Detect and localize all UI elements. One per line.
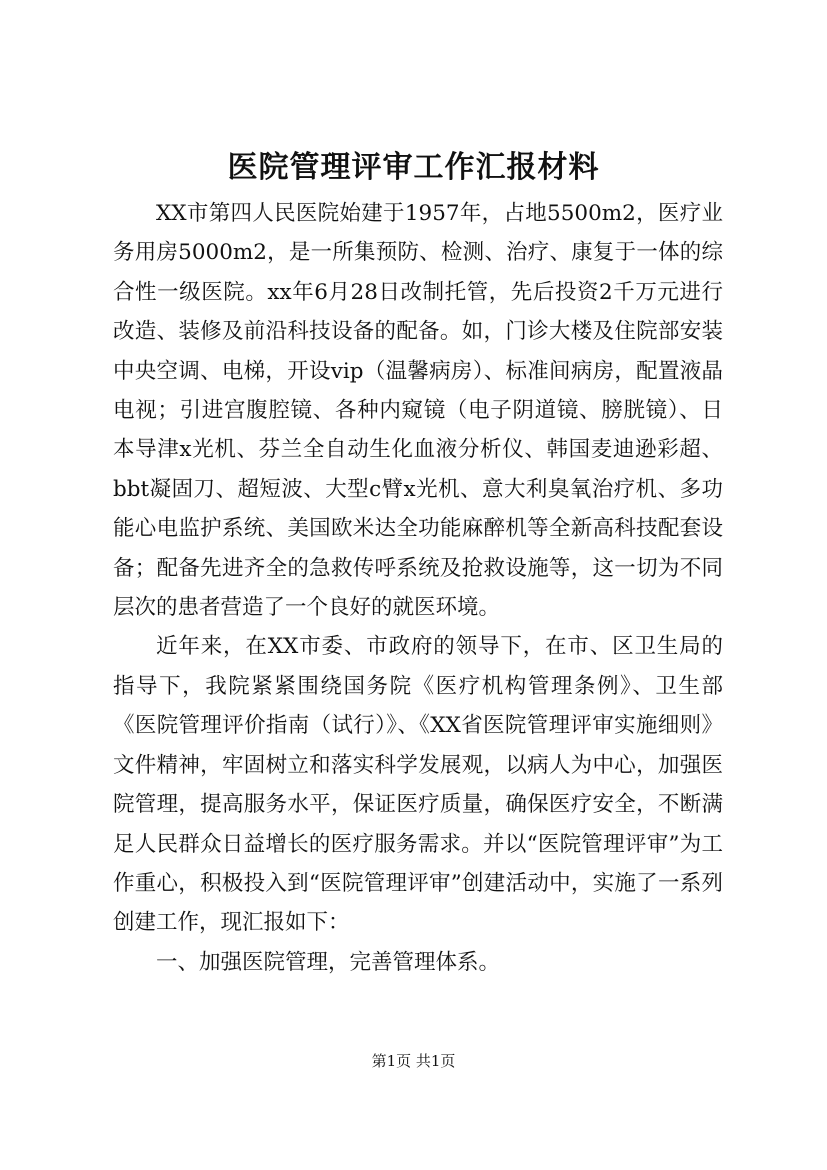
page-footer: 第1页 共1页 <box>371 1052 456 1070</box>
section-heading: 一、加强医院管理，完善管理体系。 <box>156 949 501 975</box>
document-title: 医院管理评审工作汇报材料 <box>227 150 600 185</box>
document-body <box>113 194 723 982</box>
paragraph-overview: 近年来，在XX市委、市政府的领导下，在市、区卫生局的指导下，我院紧紧围绕国务院《医疗机构管理条例》、卫生部《医院管理评价指南（试行）》、《XX省医院管理评审实施细则》文件精神，牢固树立和落实科学发展观，以病人为中心，加强医院管理，提高服务水平，保证医疗质量，确保医疗安全，不断满足人民群众日益增长的医疗服务需求。并以“医院管理评审”为工作重心，积极投入到“医院管理评审”创建活动中，实施了一系列创建工作，现汇报如下： <box>113 634 723 936</box>
paragraph-intro: XX市第四人民医院始建于1957年，占地5500m2，医疗业务用房5000m2，是一所集预防、检测、治疗、康复于一体的综合性一级医院。xx年6月28日改制托管，先后投资2千万元进行改造、装修及前沿科技设备的配备。如，门诊大楼及住院部安装中央空调、电梯，开设vip（温馨病房）、标准间病房，配置液晶电视；引进宫腹腔镜、各种内窥镜（电子阴道镜、膀胱镜）、日本导津x光机、芬兰全自动生化血液分析仪、韩国麦迪逊彩超、bbt凝固刀、超短波、大型c臂x光机、意大利臭氧治疗机、多功能心电监护系统、美国欧米达全功能麻醉机等全新高科技配套设备；配备先进齐全的急救传呼系统及抢救设施等，这一切为不同层次的患者营造了一个良好的就医环境。 <box>113 201 723 621</box>
